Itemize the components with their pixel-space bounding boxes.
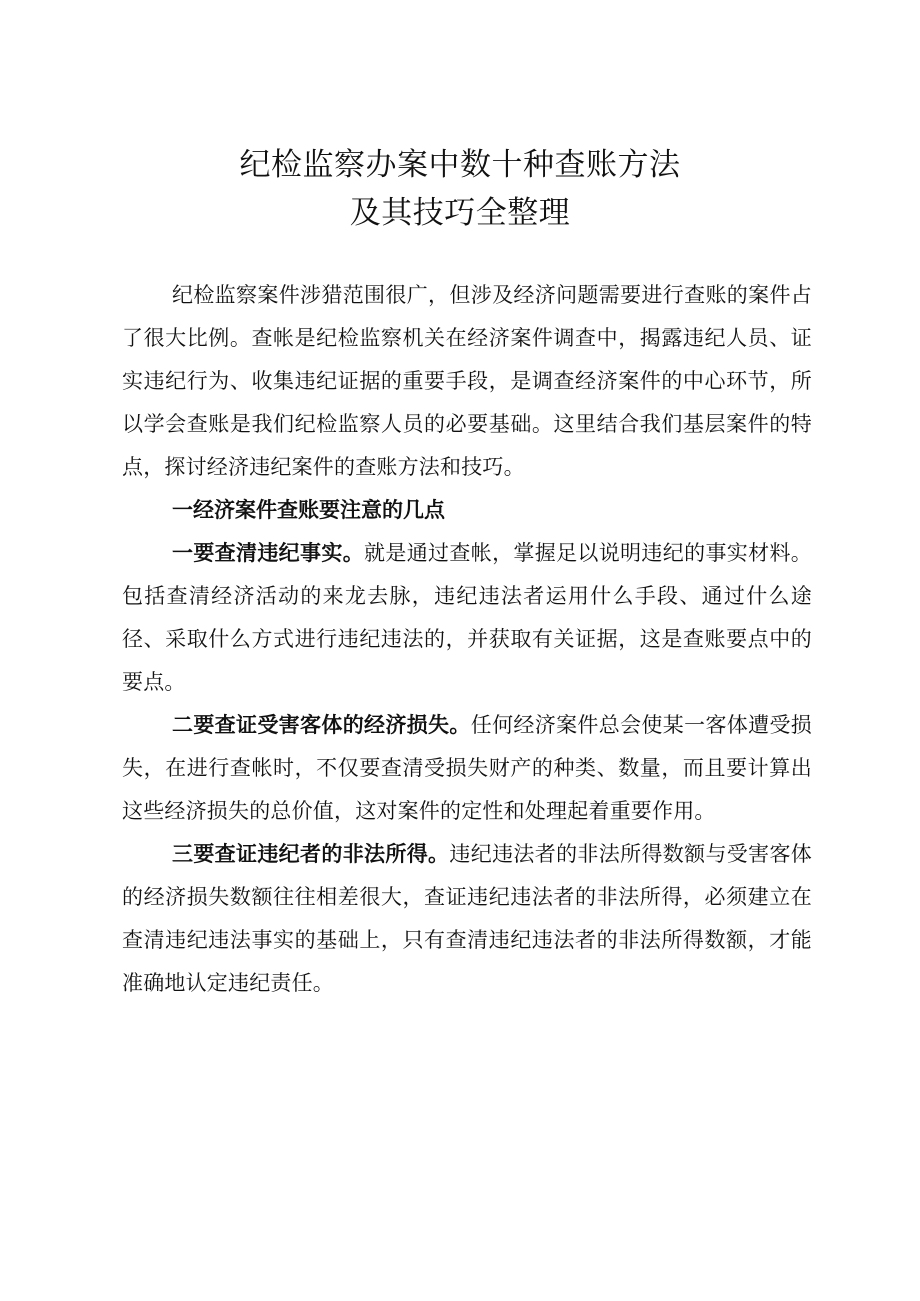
document-body: [122, 274, 812, 1005]
title-line-1: 纪检监察办案中数十种查账方法: [239, 147, 681, 183]
point-paragraph-1: [122, 532, 812, 704]
point-text-2: 任何经济案件总会使某一客体遭受损失，在进行查帐时，不仅要查清受损失财产的种类、数量，而且要计算出这些经济损失的总价值，这对案件的定性和处理起着重要作用。: [122, 713, 812, 823]
point-lead-1: 一要查清违纪事实。: [172, 541, 365, 565]
point-text-1: 就是通过查帐，掌握足以说明违纪的事实材料。包括查清经济活动的来龙去脉，违纪违法者运用什么手段、通过什么途径、采取什么方式进行违纪违法的，并获取有关证据，这是查账要点中的要点。: [122, 541, 812, 694]
point-paragraph-3: [122, 833, 812, 1005]
point-paragraph-2: [122, 704, 812, 833]
title-line-2: 及其技巧全整理: [349, 195, 571, 231]
point-lead-2: 二要查证受害客体的经济损失。: [172, 713, 471, 737]
point-lead-3: 三要查证违纪者的非法所得。: [172, 842, 450, 866]
intro-paragraph: 纪检监察案件涉猎范围很广，但涉及经济问题需要进行查账的案件占了很大比例。查帐是纪检监察机关在经济案件调查中，揭露违纪人员、证实违纪行为、收集违纪证据的重要手段，是调查经济案件的中心环节，所以学会查账是我们纪检监察人员的必要基础。这里结合我们基层案件的特点，探讨经济违纪案件的查账方法和技巧。: [122, 283, 812, 479]
point-text-3: 违纪违法者的非法所得数额与受害客体的经济损失数额往往相差很大，查证违纪违法者的非法所得，必须建立在查清违纪违法事实的基础上，只有查清违纪违法者的非法所得数额，才能准确地认定违纪责任。: [122, 842, 812, 995]
document-title: [0, 143, 920, 239]
section-heading: 一经济案件查账要注意的几点: [172, 498, 445, 522]
